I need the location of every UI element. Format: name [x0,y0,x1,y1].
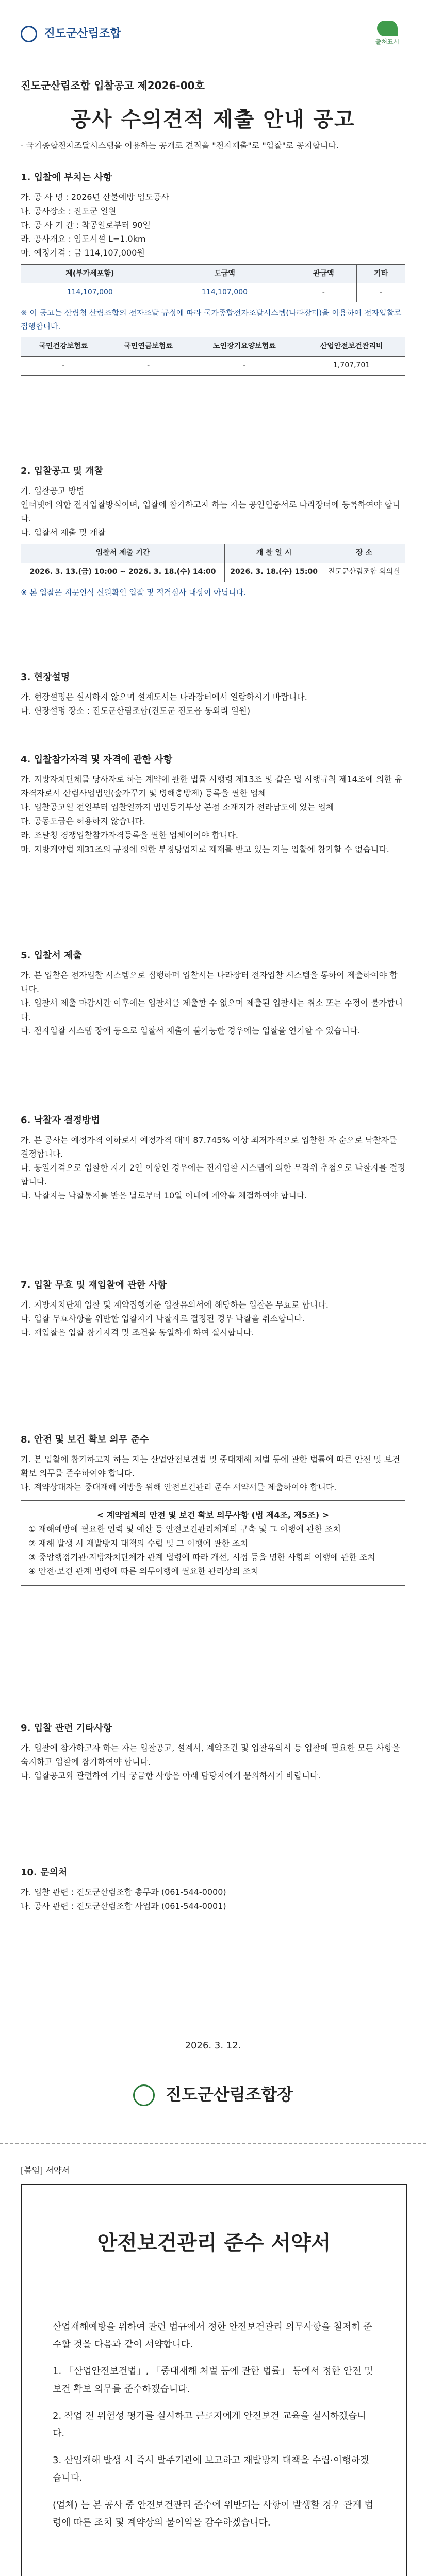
line: 가. 본 입찰은 전자입찰 시스템으로 집행하며 입찰서는 나라장터 전자입찰 시스템을 통하여 제출하여야 합니다. [21,970,398,994]
pledge-line: 2. 작업 전 위험성 평가를 실시하고 근로자에게 안전보건 교육을 실시하겠습니다. [53,2410,366,2439]
section-5 [21,948,405,1038]
line: ③ 중앙행정기관·지방자치단체가 관계 법령에 따라 개선, 시정 등을 명한 사항의 이행에 관한 조치 [28,1552,375,1562]
section-heading: 5. 입찰서 제출 [21,950,82,961]
line: 가. 본 공사는 예정가격 이하로서 예정가격 대비 87.745% 이상 최저가격으로 입찰한 자 순으로 낙찰자를 결정합니다. [21,1134,397,1159]
line: ④ 안전·보건 관계 법령에 따른 의무이행에 필요한 관리상의 조치 [28,1566,259,1576]
section-heading: 3. 현장설명 [21,672,70,683]
section-9 [21,1721,405,1783]
line: 가. 입찰에 참가하고자 하는 자는 입찰공고, 설계서, 계약조건 및 입찰유의서 등 입찰에 필요한 모든 사항을 숙지하고 입찰에 참가하여야 합니다. [21,1742,400,1767]
price-table [21,264,405,303]
table-cell: - [106,356,191,375]
org-emblem-icon [133,2084,155,2106]
section-heading: 6. 낙찰자 결정방법 [21,1115,100,1126]
line: 인터넷에 의한 전자입찰방식이며, 입찰에 참가하고자 하는 자는 공인인증서로 나라장터에 등록하여야 합니다. [21,499,401,523]
footer-org [0,2081,426,2106]
table-header: 관급액 [290,264,357,283]
section-heading: 9. 입찰 관련 기타사항 [21,1723,112,1734]
line: 나. 입찰공고와 관련하여 기타 궁금한 사항은 아래 담당자에게 문의하시기 바랍니다. [21,1770,321,1781]
intro-text: - 국가종합전자조달시스템을 이용하는 공개로 견적을 "전자제출"로 "입찰"로 공지합니다. [21,141,339,150]
insurance-table [21,337,405,376]
line: 가. 지방자치단체를 당사자로 하는 계약에 관한 법률 시행령 제13조 및 같은 법 시행규칙 제14조에 의한 유자격자로서 산림사업법인(숲가꾸기 및 병해충방제) 등록을 필한 업체 [21,774,403,798]
section-2 [21,464,405,599]
section-10 [21,1865,405,1913]
table-cell: - [290,283,357,302]
table-cell: - [191,356,298,375]
pledge-line: 산업재해예방을 위하여 관련 법규에서 정한 안전보건관리 의무사항을 철저히 준수할 것을 다음과 같이 서약합니다. [53,2321,372,2350]
notice-number: 진도군산림조합 입찰공고 제2026-00호 [21,79,205,92]
table-cell: 진도군산림조합 회의실 [323,563,405,582]
pledge-body [53,2309,375,2541]
line: 마. 예정가격 : 금 114,107,000원 [21,248,145,258]
line: 나. 입찰공고일 전일부터 입찰일까지 법인등기부상 본점 소재지가 전라남도에 있는 업체 [21,802,334,812]
table-cell: - [357,283,405,302]
header [21,21,405,52]
box-title: < 계약업체의 안전 및 보건 확보 의무사항 (법 제4조, 제5조) > [96,1510,330,1520]
line: 마. 지방계약법 제31조의 규정에 의한 부정당업자로 제재를 받고 있는 자는 입찰에 참가할 수 없습니다. [21,844,389,854]
table-header: 도급액 [159,264,290,283]
section-3 [21,670,405,718]
notice-date: 2026. 3. 12. [185,2040,241,2051]
line: 나. 입찰 무효사항을 위반한 입찰자가 낙찰자로 결정된 경우 낙찰을 취소합니다. [21,1313,305,1324]
table-cell: 2026. 3. 18.(수) 15:00 [225,563,323,582]
schedule-table [21,544,405,582]
table-cell: 1,707,701 [298,356,405,375]
section-1 [21,170,405,376]
line: 가. 공 사 명 : 2026년 산불예방 임도공사 [21,192,169,202]
section-6 [21,1113,405,1203]
table-header: 장 소 [323,544,405,563]
note: ※ 이 공고는 산림청 산림조합의 전자조달 규정에 따라 국가종합전자조달시스템(나라장터)을 이용하여 전자입찰로 집행합니다. [21,308,402,331]
line: 다. 공 사 기 간 : 착공일로부터 90일 [21,219,151,230]
org-logo [21,25,121,42]
table-cell: 114,107,000 [159,283,290,302]
pledge-title: 안전보건관리 준수 서약서 [97,2231,331,2255]
right-logo [369,21,405,52]
line: 나. 입찰서 제출 마감시간 이후에는 입찰서를 제출할 수 없으며 제출된 입찰서는 취소 또는 수정이 불가합니다. [21,997,403,1022]
section-7 [21,1278,405,1340]
pledge-form [21,2184,407,2576]
line: 다. 전자입찰 시스템 장애 등으로 입찰서 제출이 불가능한 경우에는 입찰을 연기할 수 있습니다. [21,1026,361,1036]
org-name: 진도군산림조합 [44,27,121,40]
footer-org-name: 진도군산림조합장 [165,2084,293,2104]
note: ※ 본 입찰은 지문인식 신원확인 입찰 및 적격심사 대상이 아닙니다. [21,587,246,597]
table-header: 산업안전보건관리비 [298,337,405,357]
line: 라. 공사개요 : 임도시설 L=1.0km [21,234,146,244]
table-header: 노인장기요양보험료 [191,337,298,357]
line: 나. 동일가격으로 입찰한 자가 2인 이상인 경우에는 전자입찰 시스템에 의한 무작위 추첨으로 낙찰자를 결정합니다. [21,1162,405,1187]
pledge-line: 1. 「산업안전보건법」, 「중대재해 처벌 등에 관한 법률」 등에서 정한 안전 및 보건 확보 의무를 준수하겠습니다. [53,2366,373,2395]
line: 나. 계약상대자는 중대재해 예방을 위해 안전보건관리 준수 서약서를 제출하여야 합니다. [21,1482,337,1492]
table-header: 입찰서 제출 기간 [21,544,225,563]
table-header: 기타 [357,264,405,283]
line: ② 재해 발생 시 재발방지 대책의 수립 및 그 이행에 관한 조치 [28,1538,248,1548]
table-header: 국민건강보험료 [21,337,106,357]
line: 나. 공사장소 : 진도군 일원 [21,206,117,216]
line: 가. 현장설명은 실시하지 않으며 설계도서는 나라장터에서 열람하시기 바랍니다. [21,691,307,702]
divider [0,2143,426,2144]
section-heading: 8. 안전 및 보건 확보 의무 준수 [21,1434,149,1445]
right-logo-text: 출처표시 [375,38,400,45]
line: 가. 지방자치단체 입찰 및 계약집행기준 입찰유의서에 해당하는 입찰은 무효로 합니다. [21,1299,329,1310]
pledge-line: (업체) 는 본 공사 중 안전보건관리 준수에 위반되는 사항이 발생할 경우 관계 법령에 따른 조치 및 계약상의 불이익을 감수하겠습니다. [53,2499,373,2528]
section-heading: 1. 입찰에 부치는 사항 [21,172,112,183]
page-title: 공사 수의견적 제출 안내 공고 [71,108,355,131]
table-cell: 114,107,000 [21,283,159,302]
pledge-line: 3. 산업재해 발생 시 즉시 발주기관에 보고하고 재발방지 대책을 수립·이행하겠습니다. [53,2455,369,2484]
table-header: 개 찰 일 시 [225,544,323,563]
line: 나. 공사 관련 : 진도군산림조합 사업과 (061-544-0001) [21,1901,226,1911]
line: ① 재해예방에 필요한 인력 및 예산 등 안전보건관리체계의 구축 및 그 이행에 관한 조치 [28,1524,341,1534]
line: 가. 본 입찰에 참가하고자 하는 자는 산업안전보건법 및 중대재해 처벌 등에 관한 법률에 따른 안전 및 보건 확보 의무를 준수하여야 합니다. [21,1454,400,1478]
table-header: 계(부가세포함) [21,264,159,283]
obligations-box [21,1500,405,1586]
section-heading: 4. 입찰참가자격 및 자격에 관한 사항 [21,754,173,765]
org-emblem-icon [21,26,37,42]
line: 가. 입찰 관련 : 진도군산림조합 총무과 (061-544-0000) [21,1887,226,1897]
line: 다. 공동도급은 허용하지 않습니다. [21,816,145,826]
line: 라. 조달청 경쟁입찰참가자격등록을 필한 업체이어야 합니다. [21,830,239,840]
section-8 [21,1432,405,1586]
line: 나. 현장설명 장소 : 진도군산림조합(진도군 진도읍 동외리 일원) [21,705,250,716]
line: 가. 입찰공고 방법 [21,485,85,496]
section-4 [21,752,405,856]
section-heading: 7. 입찰 무효 및 재입찰에 관한 사항 [21,1280,167,1291]
table-cell: - [21,356,106,375]
line: 나. 입찰서 제출 및 개찰 [21,528,106,538]
section-heading: 2. 입찰공고 및 개찰 [21,466,103,477]
table-cell: 2026. 3. 13.(금) 10:00 ~ 2026. 3. 18.(수) 14:00 [21,563,225,582]
section-heading: 10. 문의처 [21,1867,68,1878]
line: 다. 낙찰자는 낙찰통지를 받은 날로부터 10일 이내에 계약을 체결하여야 합니다. [21,1191,307,1201]
table-header: 국민연금보험료 [106,337,191,357]
line: 다. 재입찰은 입찰 참가자격 및 조건을 동일하게 하여 실시합니다. [21,1327,254,1337]
leaf-icon [377,21,398,36]
annex-tag: [붙임] 서약서 [21,2165,70,2175]
